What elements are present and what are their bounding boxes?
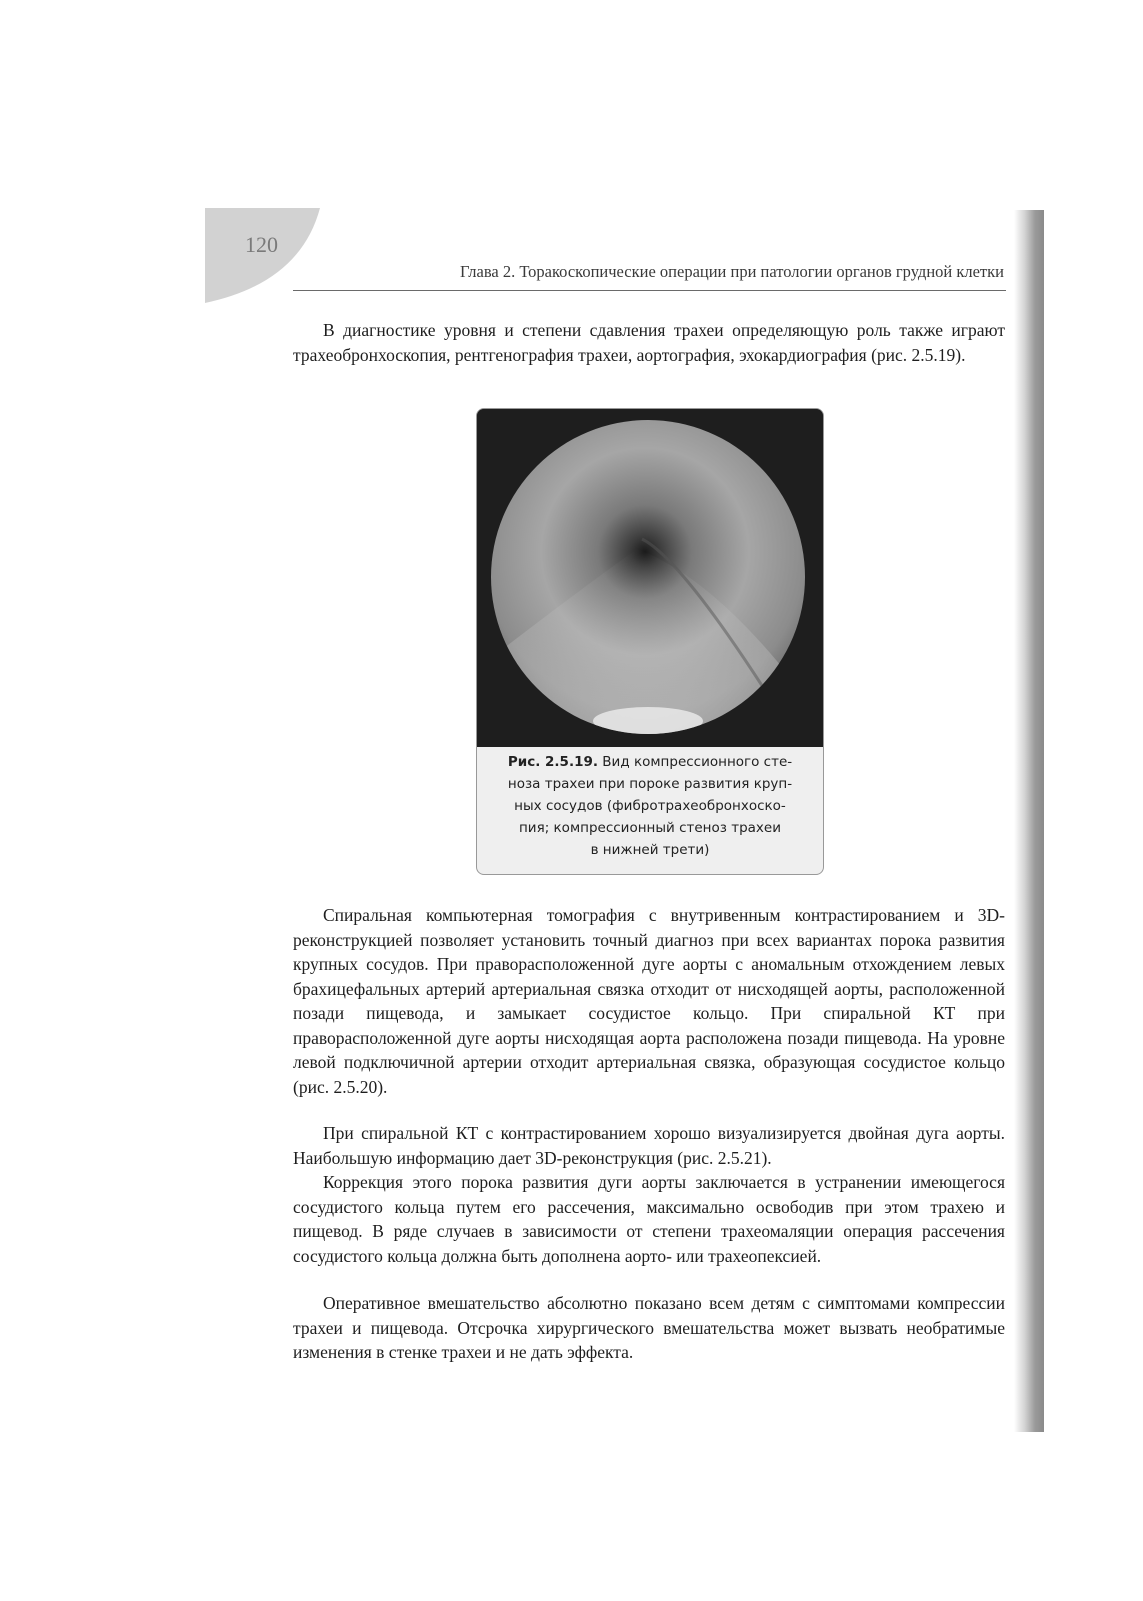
caption-line: пия; компрессионный стеноз трахеи: [518, 820, 782, 836]
bronchoscopy-image: [477, 409, 823, 747]
caption-line: ных сосудов (фибротрахеобронхоско-: [514, 798, 786, 814]
figure-label: Рис. 2.5.19.: [507, 754, 598, 770]
running-header: Глава 2. Торакоскопические операции при патологии органов грудной клетки: [459, 262, 1004, 281]
body-paragraph: Оперативное вмешательство абсолютно показано всем детям с симптомами компрессии трахеи и пищевода. Отсрочка хирургического вмешательства может вызвать необратимые изменения в стенке трахеи и не дать эффекта.: [293, 1293, 1005, 1362]
page-corner-tab: [205, 208, 325, 308]
body-paragraph: Коррекция этого порока развития дуги аорты заключается в устранении имеющегося сосудистого кольца путем его рассечения, максимально освободив при этом трахею и пищевод. В ряде случаев в зависимости от степени трахеомаляции операция рассечения сосудистого кольца должна быть дополнена аорто- или трахеопексией.: [293, 1172, 1005, 1266]
figure-caption: [477, 751, 823, 861]
caption-text: Вид компрессионного сте-: [598, 754, 793, 770]
caption-line: [477, 751, 823, 773]
binding-shadow: [1014, 210, 1044, 1432]
caption-line: в нижней трети): [590, 842, 710, 858]
body-paragraph: При спиральной КТ с контрастированием хорошо визуализируется двойная дуга аорты. Наибольшую информацию дает 3D-реконструкция (рис. 2.5.21).: [293, 1123, 1005, 1168]
page-number: 120: [245, 232, 278, 257]
body-paragraph: В диагностике уровня и степени сдавления трахеи определяющую роль также играют трахеобронхоскопия, рентгенография трахеи, аортография, эхокардиография (рис. 2.5.19).: [293, 320, 1005, 365]
header-divider: [293, 290, 1006, 291]
caption-line: ноза трахеи при пороке развития круп-: [507, 776, 793, 792]
figure-box: [476, 408, 824, 875]
body-paragraph: Спиральная компьютерная томография с внутривенным контрастированием и 3D-реконструкцией позволяет установить точный диагноз при всех вариантах порока развития крупных сосудов. При праворасположенной дуге аорты с аномальным отхождением левых брахицефальных артерий артериальная связка отходит от нисходящей аорты, расположенной позади пищевода, и замыкает сосудистое кольцо. При спиральной КТ при праворасположенной дуге аорты нисходящая аорта расположена позади пищевода. На уровне левой подключичной артерии отходит артериальная связка, образующая сосудистое кольцо (рис. 2.5.20).: [293, 905, 1005, 1097]
